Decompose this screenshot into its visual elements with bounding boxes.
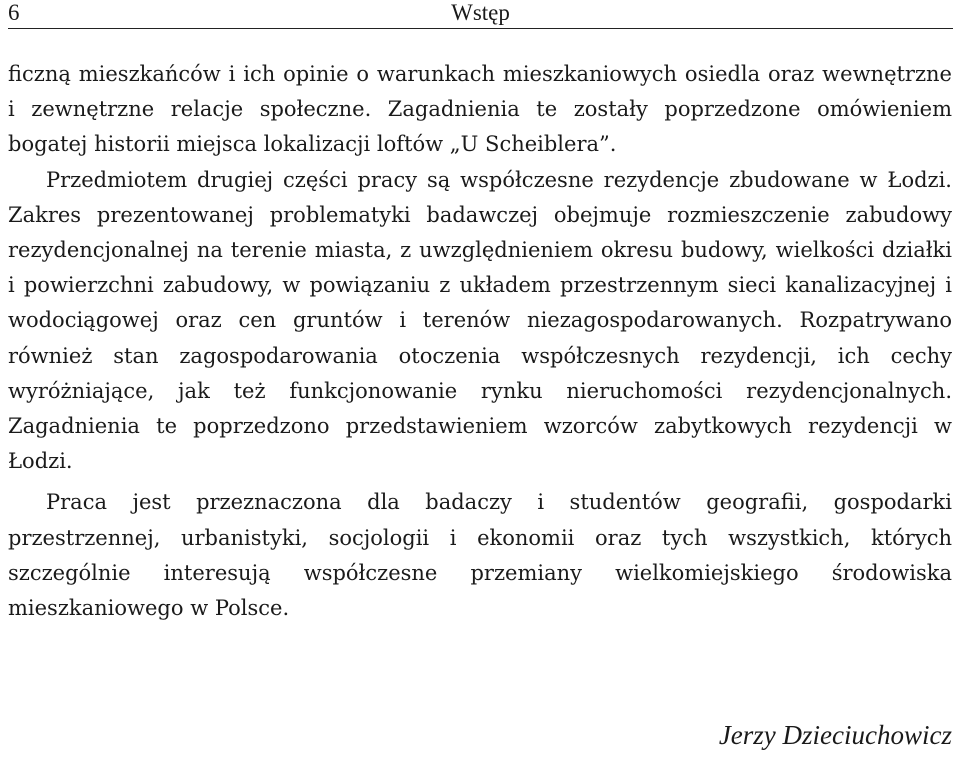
running-header	[8, 0, 953, 29]
paragraph-audience: Praca jest przeznaczona dla badaczy i studentów geografii, gospodarki przestrzennej, urbanistyki, socjologii i ekonomii oraz tych wszystkich, których szczególnie interesują współczesne przemiany wielkomiejskiego środowiska mieszkaniowego w Polsce.	[8, 490, 952, 621]
chapter-title: Wstęp	[451, 0, 510, 25]
paragraph-continuation: ficzną mieszkańców i ich opinie o warunkach mieszkaniowych osiedla oraz wewnętrzne i zewnętrzne relacje społeczne. Zagadnienia te zostały poprzedzone omówieniem bogatej historii miejsca lokalizacji loftów „U Scheiblera”.	[8, 62, 952, 157]
body-text	[8, 57, 952, 626]
paragraph-second-part: Przedmiotem drugiej części pracy są współczesne rezydencje zbudowane w Łodzi. Zakres prezentowanej problematyki badawczej obejmuje rozmieszczenie zabudowy rezydencjonalnej na terenie miasta, z uwzględnieniem okresu budowy, wielkości działki i powierzchni zabudowy, w powiązaniu z układem przestrzennym sieci kanalizacyjnej i wodociągowej oraz cen gruntów i terenów niezagospodarowanych. Rozpatrywano również stan zagospodarowania otoczenia współczesnych rezydencji, ich cechy wyróżniające, jak też funkcjonowanie rynku nieruchomości rezydencjonalnych. Zagadnienia te poprzedzono przedstawieniem wzorców zabytkowych rezydencji w Łodzi.	[8, 167, 952, 474]
author-signature: Jerzy Dzieciuchowicz	[718, 720, 952, 750]
page-number: 6	[8, 0, 20, 25]
